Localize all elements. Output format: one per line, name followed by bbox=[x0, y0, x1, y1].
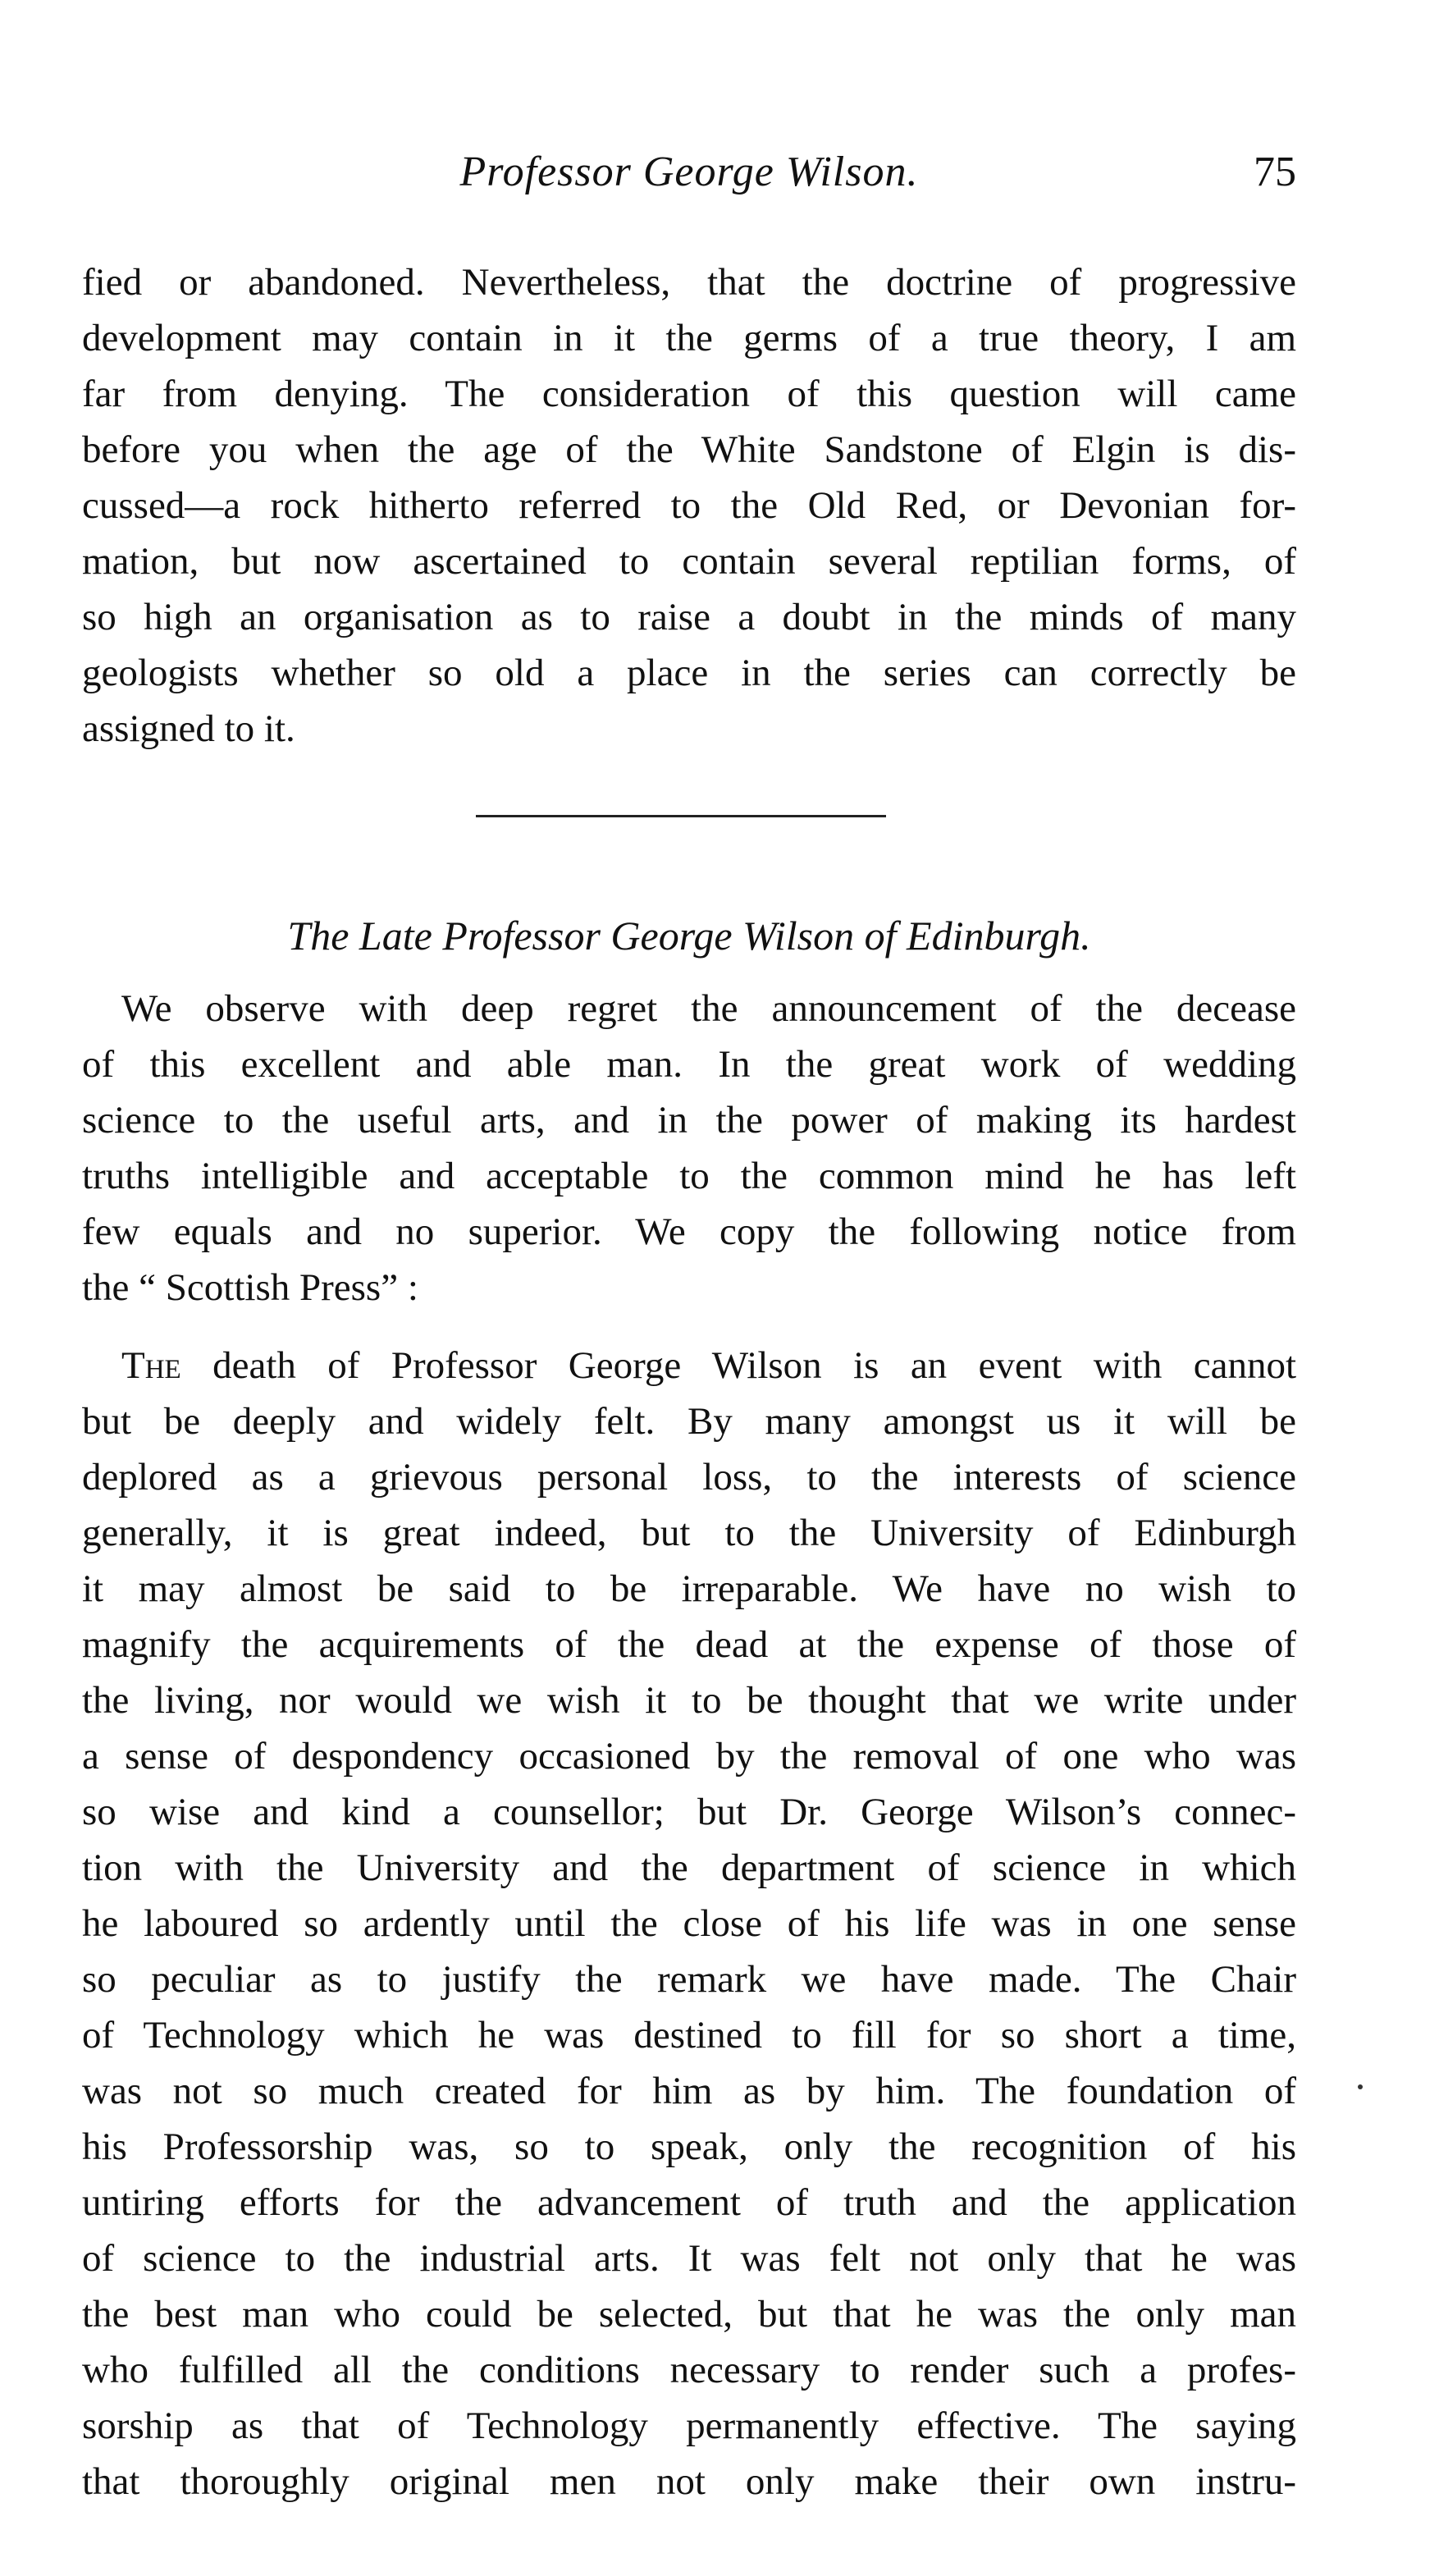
text-line: the best man who could be selected, but that he was the only man bbox=[82, 2293, 1296, 2336]
text-line: truths intelligible and acceptable to the common mind he has left bbox=[82, 1155, 1296, 1197]
text-line: so high an organisation as to raise a doubt in the minds of many bbox=[82, 596, 1296, 638]
text-line: the living, nor would we wish it to be thought that we write under bbox=[82, 1679, 1296, 1722]
text-line: far from denying. The consideration of this question will came bbox=[82, 373, 1296, 415]
text-line: generally, it is great indeed, but to the University of Edinburgh bbox=[82, 1512, 1296, 1554]
section-title: The Late Professor George Wilson of Edinburgh. bbox=[287, 913, 1091, 959]
text-line: magnify the acquirements of the dead at the expense of those of bbox=[82, 1623, 1296, 1666]
text-line: science to the useful arts, and in the power of making its hardest bbox=[82, 1099, 1296, 1142]
text-line: assigned to it. bbox=[82, 707, 295, 750]
text-line: so wise and kind a counsellor; but Dr. George Wilson’s connec- bbox=[82, 1791, 1296, 1833]
text-line: of science to the industrial arts. It was felt not only that he was bbox=[82, 2237, 1296, 2280]
text-line: deplored as a grievous personal loss, to the interests of science bbox=[82, 1456, 1296, 1498]
text-line: a sense of despondency occasioned by the removal of one who was bbox=[82, 1735, 1296, 1778]
text-line-first bbox=[82, 1338, 1296, 1393]
text-line: sorship as that of Technology permanently effective. The saying bbox=[82, 2404, 1296, 2447]
text-line: his Professorship was, so to speak, only the recognition of his bbox=[82, 2125, 1296, 2168]
text-line: We observe with deep regret the announcement of the decease bbox=[121, 987, 1296, 1030]
ink-speck bbox=[1358, 2084, 1363, 2089]
text-line: before you when the age of the White Sandstone of Elgin is dis- bbox=[82, 428, 1296, 471]
page-number: 75 bbox=[1254, 149, 1296, 195]
text-line: of this excellent and able man. In the great work of wedding bbox=[82, 1043, 1296, 1086]
text-line: development may contain in it the germs of a true theory, I am bbox=[82, 317, 1296, 359]
text-line: it may almost be said to be irreparable. We have no wish to bbox=[82, 1567, 1296, 1610]
running-head bbox=[82, 140, 1296, 205]
text-line: was not so much created for him as by him. The foundation of bbox=[82, 2070, 1296, 2112]
text-line: of Technology which he was destined to fill for so short a time, bbox=[82, 2014, 1296, 2057]
text-line: he laboured so ardently until the close of his life was in one sense bbox=[82, 1902, 1296, 1945]
text-line: so peculiar as to justify the remark we have made. The Chair bbox=[82, 1958, 1296, 2001]
drop-word: The bbox=[121, 1344, 181, 1387]
text-line: who fulfilled all the conditions necessary to render such a profes- bbox=[82, 2349, 1296, 2391]
text-line: fied or abandoned. Nevertheless, that the doctrine of progressive bbox=[82, 261, 1296, 304]
first-line-rest: death of Professor George Wilson is an event with cannot bbox=[180, 1344, 1296, 1387]
text-line: the “ Scottish Press” : bbox=[82, 1266, 418, 1309]
text-line: but be deeply and widely felt. By many amongst us it will be bbox=[82, 1400, 1296, 1443]
running-title: Professor George Wilson. bbox=[459, 149, 919, 195]
text-line: geologists whether so old a place in the series can correctly be bbox=[82, 652, 1296, 694]
notice-paragraph bbox=[82, 1338, 1296, 2510]
text-line: mation, but now ascertained to contain several reptilian forms, of bbox=[82, 540, 1296, 583]
text-line: untiring efforts for the advancement of truth and the application bbox=[82, 2181, 1296, 2224]
text-line: that thoroughly original men not only make their own instru- bbox=[82, 2460, 1296, 2503]
section-divider bbox=[476, 815, 886, 817]
text-line: few equals and no superior. We copy the following notice from bbox=[82, 1210, 1296, 1253]
intro-paragraph bbox=[82, 981, 1296, 1315]
text-line: tion with the University and the department of science in which bbox=[82, 1846, 1296, 1889]
text-line: cussed—a rock hitherto referred to the Old Red, or Devonian for- bbox=[82, 484, 1296, 527]
continuation-paragraph bbox=[82, 254, 1296, 757]
